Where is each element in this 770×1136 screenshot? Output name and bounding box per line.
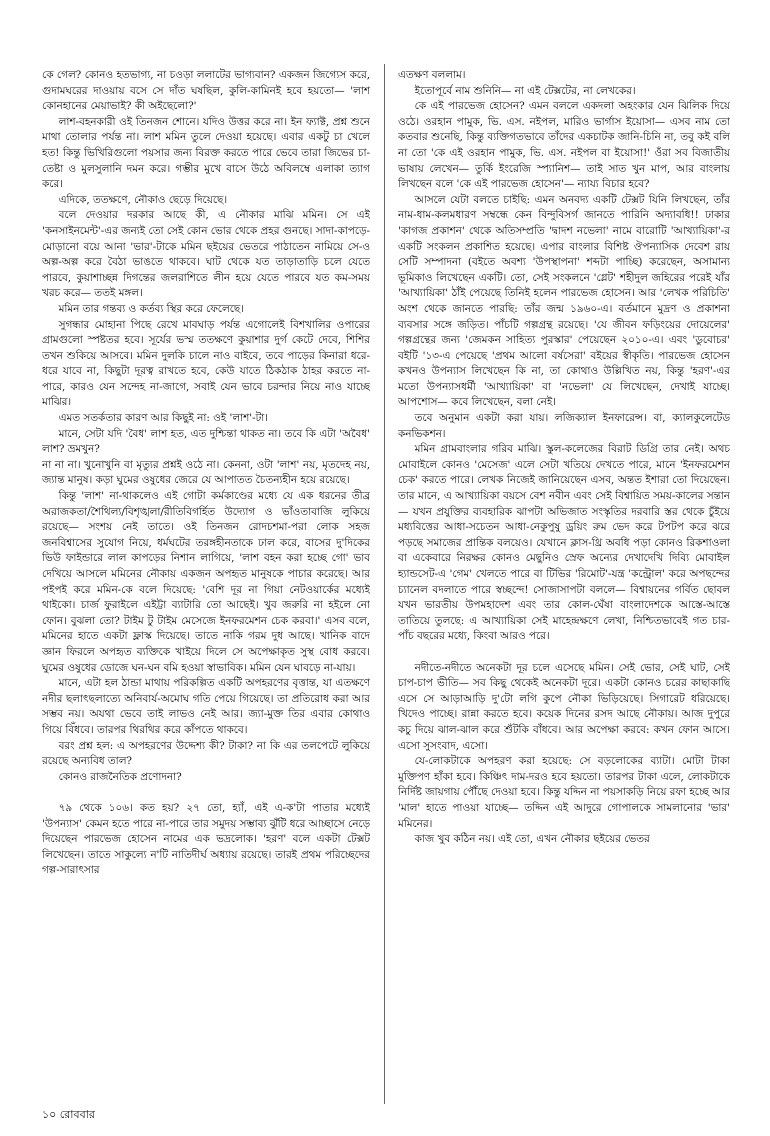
paragraph: বলে দেওয়ার দরকার আছে কী, এ নৌকার মাঝি মমিন। সে এই 'কনসাইনমেন্ট'-এর জন্যই তো সেই কোন ভোর থেকে প্রহর গুনছে। সাদা-কাপড়ে-মোড়ানো বয়ে আনা 'ভার'-টাকে মমিন ছইয়ের ভেতরে পাঠাতেন নামিয়ে সে-ও অল্প-অল্প করে বৈঠা ভাঙতে থাকবে। ঘাট থেকে যত তাড়াতাড়ি চলে যেতে পারবে, কুয়াশাচ্ছন্ন দিগন্তের জলরাশিতে লীন হয়ে যেতে পারবে যত কম-সময় খরচ করে— ততই মঙ্গল। — [42, 209, 370, 300]
left-column — [42, 68, 370, 1098]
paragraph: কে গেল? কোনও হতভাগ্য, না চওড়া ললাটের ভাগ্যবান? একজন জিগ্যেস করে, গুদামঘরের দাওয়ায় বসে সে দাঁত ঘষছিল, কুলি-কামিনই হবে হয়তো— 'লাশ কোনহানের মেয়াভাই? কী অইছেলো?' — [42, 69, 370, 113]
page-footer — [42, 1108, 95, 1122]
paragraph: এদিকে, ততক্ষণে, নৌকাও ছেড়ে দিয়েছে। — [58, 193, 228, 206]
paragraph: লাশ-বহনকারী ওই তিনজন শোনে। যদিও উত্তর করে না। ইন ফ্যাক্ট, প্রশ্ন শুনে মাথা তোলার পর্যন্ত না। লাশ মমিন তুলে দেওয়া হয়েছে। এবার একটু চা খেলে হত! কিন্তু ভিখিরিগুলো পয়সার জন্য বিরক্ত করতে পারে ভেবে তারা জিভের চা-তেষ্টা ও মুলসুলানি দমন করে। গম্ভীর মুখে বাসে উঠে অবিলম্বে এলাকা ত্যাগ করে। — [42, 115, 370, 191]
section-break — [398, 645, 730, 661]
paragraph: ইতোপূর্বে নাম শুনিনি— না এই টেক্সটের, না লেখকের। — [414, 84, 636, 97]
publication-name: রোববার — [59, 1108, 95, 1121]
paragraph: তবে অনুমান একটা করা যায়। লজিক্যাল ইনফারেন্স। বা, ক্যালকুলেটেড কনভিকশন। — [398, 412, 730, 440]
paragraph: নদীতে-নদীতে অনেকটা দূর চলে এসেছে মমিন। সেই ভোর, সেই ঘাট, সেই চাপ-চাপ ভীতি— সব কিছু থেকেই অনেকটা দূরে। একটা কোনও চরের কাছাকাছি এসে সে আড়াআড়ি দু'টো লগি কুপে নৌকা ভিড়িয়েছে। সিগারেট ধরিয়েছে। খিদেও পাচ্ছে। রান্না করতে হবে। কয়েক দিনের রসদ আছে নৌকায়। আজ দুপুরে কচু দিয়ে ঝাল-ঝাল করে শুঁটকি বাঁধবে। আর অপেক্ষা করবে: কখন ফোন আসে। এসো সুসংবাদ, এসো। — [398, 661, 730, 752]
page-number: ১০ — [42, 1108, 57, 1121]
paragraph: মানে, এটা হল ঠান্ডা মাথায় পরিকল্পিত একটি অপহরণের বৃত্তান্ত, যা এতক্ষণে নদীর ছলাৎছলাত্যে অনিবার্য-অমোঘ গতি পেয়ে গিয়েছে। তা প্রতিরোধ করা আর সম্ভব নয়। অযথা ভেবে তাই লাভও নেই আর। জ্যা-মুক্ত তির এবার কোথাও গিয়ে বিঁধবে। তারপর থিরথির করে কাঁপতে থাকবে। — [42, 677, 370, 736]
right-column — [398, 68, 730, 1098]
paragraph: মানে, সেটা যদি 'বৈধ' লাশ হত, এত দুশ্চিন্তা থাকত না। তবে কি এটা 'অবৈধ' লাশ? ভ্রমখুন? — [42, 427, 370, 456]
paragraph: এমত সতর্কতার কারণ আর কিছুই না: ওই 'লাশ'-টা। — [58, 412, 269, 425]
paragraph: যে-লোকটাকে অপহরণ করা হয়েছে: সে বড়লোকের ব্যাটা। মোটা টাকা মুক্তিপণ হাঁকা হবে। কিঞ্চিৎ দাম-দরও হবে হয়তো। তারপর টাকা এলে, লোকটাকে নির্দিষ্ট জায়গায় পৌঁছে দেওয়া হবে। কিন্তু যদ্দিন না পয়সাকড়ি নিয়ে রফা হচ্ছে আর 'মাল' হাতে পাওয়া যাচ্ছে— তদ্দিন এই আদুরে গোপালকে সামলানোর 'ভার' মমিনের। — [398, 755, 730, 830]
paragraph: কিন্তু 'লাশ' না-থাকলেও এই গোটা কর্মকাণ্ডের মধ্যে যে এক ধরনের তীব্র অরাজকতা/শৈথিল্য/বিশৃঙ্খলা/রীতিবিগর্হিত উদ্যোগ ও ভাঁওতাবাজি লুকিয়ে রয়েছে— সংশয় নেই তাতে। ওই তিনজন রোদচশমা-পরা লোক সহজ জনবিশ্বাসের সুযোগ নিয়ে, ধর্মঘটের তরঙ্গহীনতাকে ঢাল করে, বাসের দু'দিকের ভিউ ফাইন্ডারে লাল কাপড়ের নিশান লাগিয়ে, 'লাশ বহন করা হচ্ছে গো' ভাব দেখিয়ে আসলে মমিনের নৌকায় একজন অপহৃত মানুষকে পাচার করেছে। আর পইপই করে মমিন-কে বলে দিয়েছে: 'বেশি দূর না গিয়া নেটওয়ার্কের মধ্যেই থাইকো। চার্জ ফুরাইলে এইট্টা ব্যাটারি তো আছেই। খুব জরুরি না হইলে নো ফোন। বুঝলা তো? টাইম টু টাইম মেসেজে ইনফরমেশন চেক করবা।' এসব বলে, মমিনের হাতে একটা ফ্লাস্ক দিয়েছে। তাতে নাকি গরম দুধ আছে। খানিক বাদে জ্ঞান ফিরলে অপহৃত ব্যক্তিকে খাইয়ে দিলে সে অপেক্ষাকৃত সুস্থ বোধ করবে। ঘুমের ওষুধের ডোজে ঘন-ঘন বমি হওয়া স্বাভাবিক। মমিন যেন ঘাবড়ে না-যায়। — [42, 490, 370, 674]
column-divider — [384, 64, 385, 1104]
paragraph: কাজ খুব কঠিন নয়। এই তো, এখন নৌকার ছইয়ের ভেতর — [414, 833, 650, 846]
paragraph: সুগন্ধার মোহানা পিছে রেখে মাবঘাড় পর্যন্ত এগোলেই বিশখালির ওপারের গ্রামগুলো স্পষ্টতর হবে। সূর্যের ভস্ম ততক্ষণে কুয়াশার দুর্গ কেটে দেবে, শিশির তখন শুকিয়ে আসবে। মমিন দুলকি চালে নাও বাইবে, তবে পাড়ের কিনারা ধরে-ধরে যাবে না, কিছুটা দূরত্ব রাখতে হবে, কেউ যাতে ঠিকঠাক ঠাহর করতে না-পারে, কারও যেন সন্দেহ না-জাগে, সবাই যেন ভাবে চরন্দার নিয়ে নাও যাচ্ছে মাঝির। — [42, 318, 370, 409]
paragraph: মমিন গ্রামবাংলার গরিব মাঝি। স্কুল-কলেজের বিরাট ডিগ্রি তার নেই। অথচ মোবাইলে কোনও 'মেসেজ' এলে সেটা খতিয়ে দেখতে পারে, মানে 'ইনফরমেশন চেক' করতে পারে। লেখক নিজেই জানিয়েছেন এসব, অন্তত ইশারা তো দিয়েছেন। তার মানে, এ আখ্যায়িকা বয়সে বেশ নবীন এবং সেই বিশ্বায়িত সময়-কালের সন্তান— যখন প্রযুক্তির ব্যবহারিক ঝাপটা অভিজাত সংস্কৃতির দরবারি স্তর থেকে চুঁইয়ে মধ্যবিত্তের আধা-সচেতন আধা-নেকুপুষু ড্রয়িং রুম ভেদ করে টপটপ করে ঝরে পড়ছে সমাজের প্রান্তিক বলয়েও। যেখানে ক্লাস-থ্রি অবধি পড়া কোনও রিকশাওলা বা একেবারে নিরক্ষর কোনও মেছুনিও স্রেফ অন্যের দেখাদেখি দিব্যি মোবাইল হ্যান্ডসেট-এ 'গেম' খেলতে পারে বা টিভির 'রিমোট'-যন্ত্র 'কন্ট্রোল' করে অপছন্দের চ্যানেল বদলাতে পারে স্বচ্ছন্দে! সোজাসাপটা বললে— বিশ্বায়নের গর্বিত ছোবল যখন ভারতীয় উপমহাদেশ এবং তার কোল-ঘেঁষা বাংলাদেশকে আস্তে-আস্তে তাতিয়ে তুলছে: এ আখ্যায়িকা সেই মাহেন্দ্রক্ষণে লেখা, নিশ্চিতভাবেই গত চার-পাঁচ বছরের মধ্যে, কিংবা আরও পরে। — [398, 443, 730, 643]
paragraph: ৭৯ থেকে ১০৬। কত হয়? ২৭ তো, হ্যাঁ, এই এ-ক'টা পাতার মধ্যেই 'উপন্যাস' কেমন হতে পারে না-পারে তার সমুদয় সম্ভাব্য ঝুঁটি ধরে আচ্ছাসে নেড়ে দিয়েছেন পারভেজ হোসেন নামের এক ভদ্রলোক। 'হরণ' বলে একটা টেক্সট লিখেছেন। তাতে সাকুল্যে ন'টি নাতিদীর্ঘ অধ্যায় রয়েছে। তারই প্রথম পরিচ্ছেদের গল্প-সারাৎসার — [42, 801, 370, 877]
paragraph: এতক্ষণ বললাম। — [398, 69, 466, 81]
paragraph: কে এই পারভেজ হোসেন? এমন বললে একদলা অহংকার যেন ঝিলিক দিয়ে ওঠে। ওরহান পামুক, ভি. এস. নইপল, মারিও ভার্গাস ইয়োসা— এসব নাম তো কতবার শুনেছি, কিন্তু ব্যক্তিগতভাবে তাঁদের একচাটক জানি-চিনি না, তবু কই বলি না তো 'কে এই ওরহান পামুক, ভি. এস. নইপল বা ইয়োসা!' ওঁরা সব বিজাতীয় ভাষায় লেখেন— তুর্কি ইংরেজি স্প্যানিশ— তাই সাত খুন মাপ, আর বাংলায় লিখছেন বলে 'কে এই পারভেজ হোসেন'— ন্যায্য বিচার হবে? — [398, 100, 730, 191]
paragraph: না না না। খুনোখুনি বা মৃত্যুর প্রশ্নই ওঠে না। কেননা, ওটা 'লাশ' নয়, মৃতদেহ নয়, জ্যান্ত মানুষ। কড়া ঘুমের ওষুধের জেরে যে আপাতত চৈতন্যহীন হয়ে রয়েছে। — [42, 458, 370, 487]
paragraph: মমিন তার গন্তব্য ও কর্তব্য স্থির করে ফেলেছে। — [58, 302, 244, 315]
section-break — [42, 785, 370, 801]
paragraph: আসলে যেটা বলতে চাইছি: এমন অনবদ্য একটি টেক্সট যিনি লিখছেন, তাঁর নাম-ধাম-কলমধারণ সম্বন্ধে কেন বিন্দুবিসর্গ জানতে পারিনি অদ্যাবধি!! ঢাকার 'কাগজ প্রকাশন' থেকে অতিসম্প্রতি 'দ্বাদশ নভেলা' নামে বারোটি 'আখ্যায়িকা'-র একটি সংকলন প্রকাশিত হয়েছে। এপার বাংলার বিশিষ্ট ঔপন্যাসিক দেবেশ রায় সেটি সম্পাদনা (বইতে অবশ্য 'উপস্থাপনা' শব্দটা পাচ্ছি) করেছেন, অসামান্য ভূমিকাও লিখেছেন একটি। তো, সেই সংকলনে 'গ্লেট' শহীদুল জহিরের পরেই যাঁর 'আখ্যায়িকা' ঠাঁই পেয়েছে তিনিই হলেন পারভেজ হোসেন। আর 'লেখক পরিচিতি' অংশ থেকে জানতে পারছি: তাঁর জন্ম ১৯৬০-এ। বর্তমানে মুদ্রণ ও প্রকাশনা ব্যবসার সঙ্গে জড়িত। পাঁচটি গল্পগ্রন্থ রয়েছে। 'যে জীবন ফড়িংয়ের দোয়েলের' গল্পগ্রন্থের জন্য 'জেমকন সাহিত্য পুরস্কার' পেয়েছেন ২০১০-এ। এবং 'ডুবোচর' বইটি '১৩-এ পেয়েছে 'প্রথম আলো বর্ষসেরা' বইয়ের স্বীকৃতি। পারভেজ হোসেন কখনও উপন্যাস লিখেছেন কি না, তা কোথাও উল্লিখিত নয়, কিন্তু 'হরণ'-এর মতো উপন্যাসধর্মী 'আখ্যায়িকা' বা 'নভেলা' যে লিখেছেন, দেখাই যাচ্ছে। আপশোস— কবে লিখেছেন, বলা নেই। — [398, 193, 730, 409]
paragraph: বরং প্রশ্ন হল: এ অপহরণের উদ্দেশ্য কী? টাকা? না কি এর তলপেটে লুকিয়ে রয়েছে অন্যবিধ তাল? — [42, 739, 370, 768]
paragraph: কোনও রাজনৈতিক প্রণোদনা? — [58, 770, 182, 783]
